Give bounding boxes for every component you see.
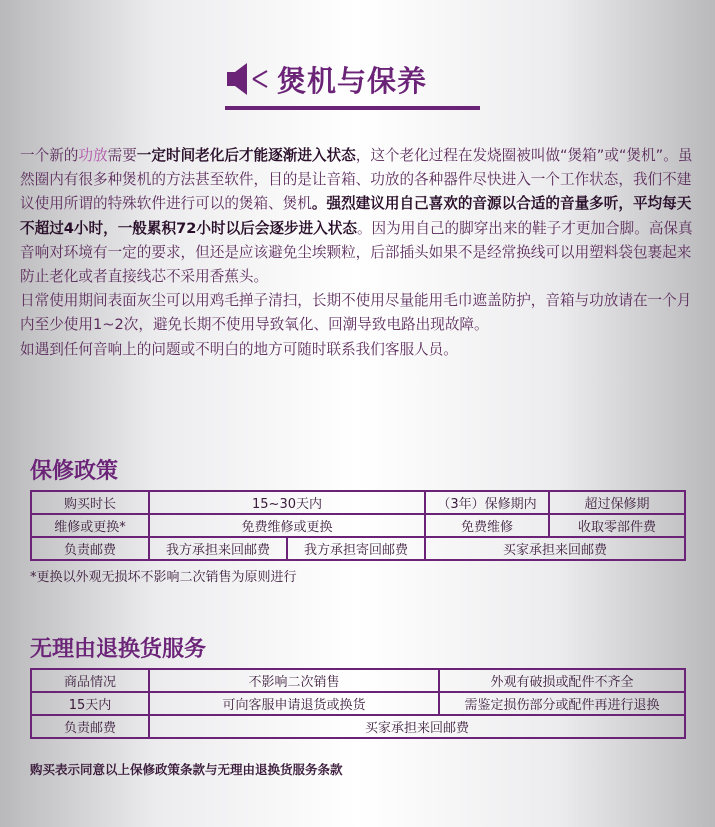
speaker-icon	[225, 59, 271, 99]
table-cell: 负责邮费	[31, 715, 149, 738]
intro-paragraph-2: 日常使用期间表面灰尘可以用鸡毛掸子清扫，长期不使用尽量能用毛巾遮盖防护，音箱与功放请在一个月内至少使用1~2次，避免长期不使用导致氧化、回潮导致电路出现故障。	[20, 292, 692, 334]
returns-title: 无理由退换货服务	[30, 637, 207, 662]
table-cell: 外观有破损或配件不齐全	[439, 669, 685, 692]
table-cell: 买家承担来回邮费	[149, 715, 685, 738]
intro-text-segment: 需要	[107, 147, 137, 164]
table-cell: 可向客服申请退货或换货	[149, 692, 439, 715]
table-row	[31, 491, 685, 514]
table-cell: 负责邮费	[31, 537, 149, 560]
table-cell: （3年）保修期内	[425, 491, 549, 514]
table-cell: 免费维修	[425, 514, 549, 537]
warranty-title: 保修政策	[30, 459, 119, 484]
table-cell: 维修或更换*	[31, 514, 149, 537]
page-title: 煲机与保养	[277, 63, 428, 98]
intro-text-segment: ，这个老化过程在发烧圈被叫做“煲箱”或“煲机”。虽然圈内有很多种煲机的方法甚至软件，目的是让音箱、功放的各种器件尽快进入一个工作状态，我们不建议使用所谓的特殊软件进行可以的煲箱、煲机	[20, 147, 693, 213]
table-cell: 免费维修或更换	[149, 514, 425, 537]
warranty-table	[30, 490, 686, 561]
table-cell: 15~30天内	[149, 491, 425, 514]
intro-bold-segment: 一定时间老化后才能逐渐进入状态	[136, 147, 356, 164]
table-cell: 超过保修期	[549, 491, 685, 514]
intro-bold-segment: 。强烈建议用自己喜欢的音源以合适的音量多听，平均每天不超过4小时，一般累积72小时以后会逐步进入状态	[20, 195, 692, 237]
intro-text-segment: 。因为用自己的脚穿出来的鞋子才更加合脚。高保真音响对环境有一定的要求，但还是应该避免尘埃颗粒，后部插头如果不是经常换线可以用塑料袋包裹起来防止老化或者直接线芯不采用香蕉头。	[20, 219, 693, 286]
intro-highlight: 功放	[78, 147, 108, 164]
table-cell: 购买时长	[31, 491, 149, 514]
warranty-note: *更换以外观无损坏不影响二次销售为原则进行	[30, 570, 297, 585]
intro-text	[20, 144, 696, 362]
intro-paragraph-3: 如遇到任何音响上的问题或不明白的地方可随时联系我们客服人员。	[20, 340, 458, 358]
table-cell: 我方承担来回邮费	[149, 537, 287, 560]
terms-footer: 购买表示同意以上保修政策条款与无理由退换货服务条款	[30, 762, 343, 777]
table-row	[31, 514, 685, 537]
intro-text-segment: 一个新的	[20, 147, 79, 164]
table-cell: 收取零部件费	[549, 514, 685, 537]
table-row	[31, 537, 685, 560]
table-cell: 买家承担来回邮费	[425, 537, 685, 560]
table-row	[31, 692, 685, 715]
returns-table	[30, 668, 686, 739]
table-cell: 我方承担寄回邮费	[287, 537, 425, 560]
section-header	[225, 52, 480, 110]
intro-paragraph-1	[20, 144, 696, 289]
table-cell: 不影响二次销售	[149, 669, 439, 692]
table-cell: 需鉴定损伤部分或配件再进行退换	[439, 692, 685, 715]
table-cell: 15天内	[31, 692, 149, 715]
table-cell: 商品情况	[31, 669, 149, 692]
table-row	[31, 669, 685, 692]
table-row	[31, 715, 685, 738]
